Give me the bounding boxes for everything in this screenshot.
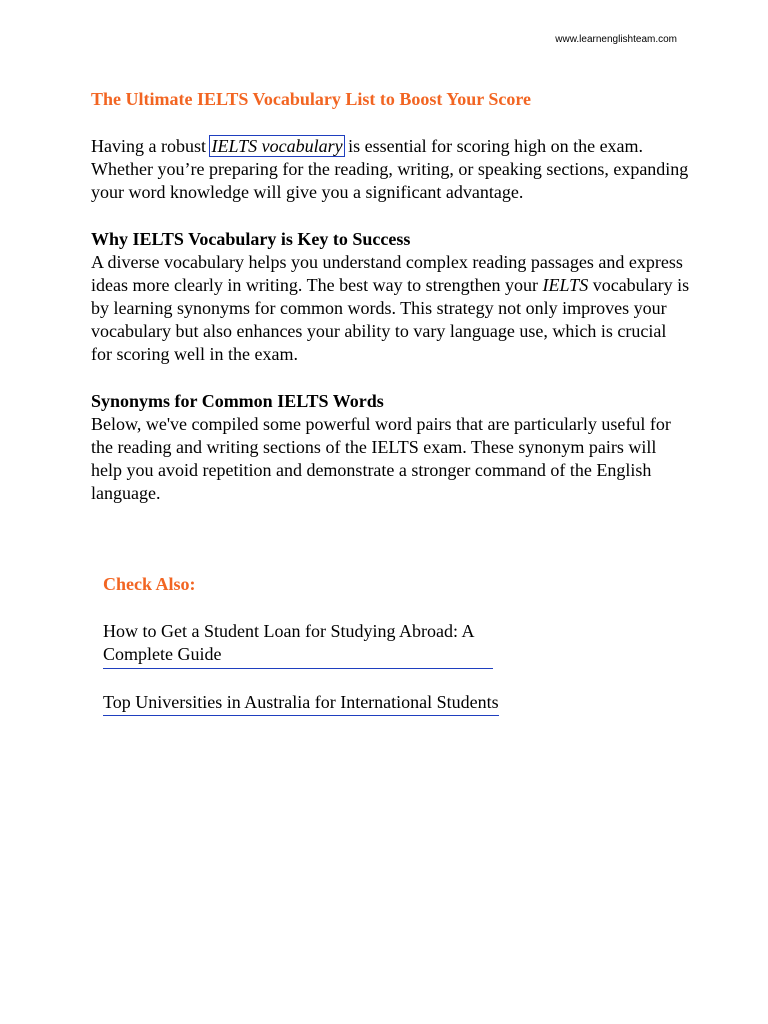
site-url: www.learnenglishteam.com <box>555 34 677 45</box>
why-section-heading: Why IELTS Vocabulary is Key to Success <box>91 229 411 249</box>
intro-text-before: Having a robust <box>91 136 211 156</box>
synonyms-text: Below, we've compiled some powerful word pairs that are particularly useful for the reading and writing sections of the IELTS exam. These synonym pairs will help you avoid repetition and demonstrate a stronger command of the English language. <box>91 414 671 503</box>
why-italic-word: IELTS <box>542 275 589 295</box>
why-section <box>91 228 691 366</box>
check-also-label: Check Also: <box>103 574 196 594</box>
intro-paragraph <box>91 135 691 204</box>
ielts-vocabulary-link[interactable]: IELTS vocabulary <box>211 136 343 156</box>
related-link-student-loan[interactable]: How to Get a Student Loan for Studying Abroad: A Complete Guide <box>103 620 493 669</box>
synonyms-section-heading: Synonyms for Common IELTS Words <box>91 391 384 411</box>
page-title: The Ultimate IELTS Vocabulary List to Boost Your Score <box>91 89 532 109</box>
intro-text-after: is essential for scoring high on the exam. Whether you’re preparing for the reading, writing, or speaking sections, expanding your word knowledge will give you a significant advantage. <box>91 136 689 202</box>
why-text-after: vocabulary is by learning synonyms for common words. This strategy not only improves your vocabulary but also enhances your ability to vary language use, which is crucial for scoring well in the exam. <box>91 275 690 364</box>
synonyms-section <box>91 390 691 505</box>
related-link-australia-universities[interactable]: Top Universities in Australia for International Students <box>103 691 499 716</box>
why-text-before: A diverse vocabulary helps you understand complex reading passages and express ideas more clearly in writing. The best way to strengthen your <box>91 252 683 295</box>
